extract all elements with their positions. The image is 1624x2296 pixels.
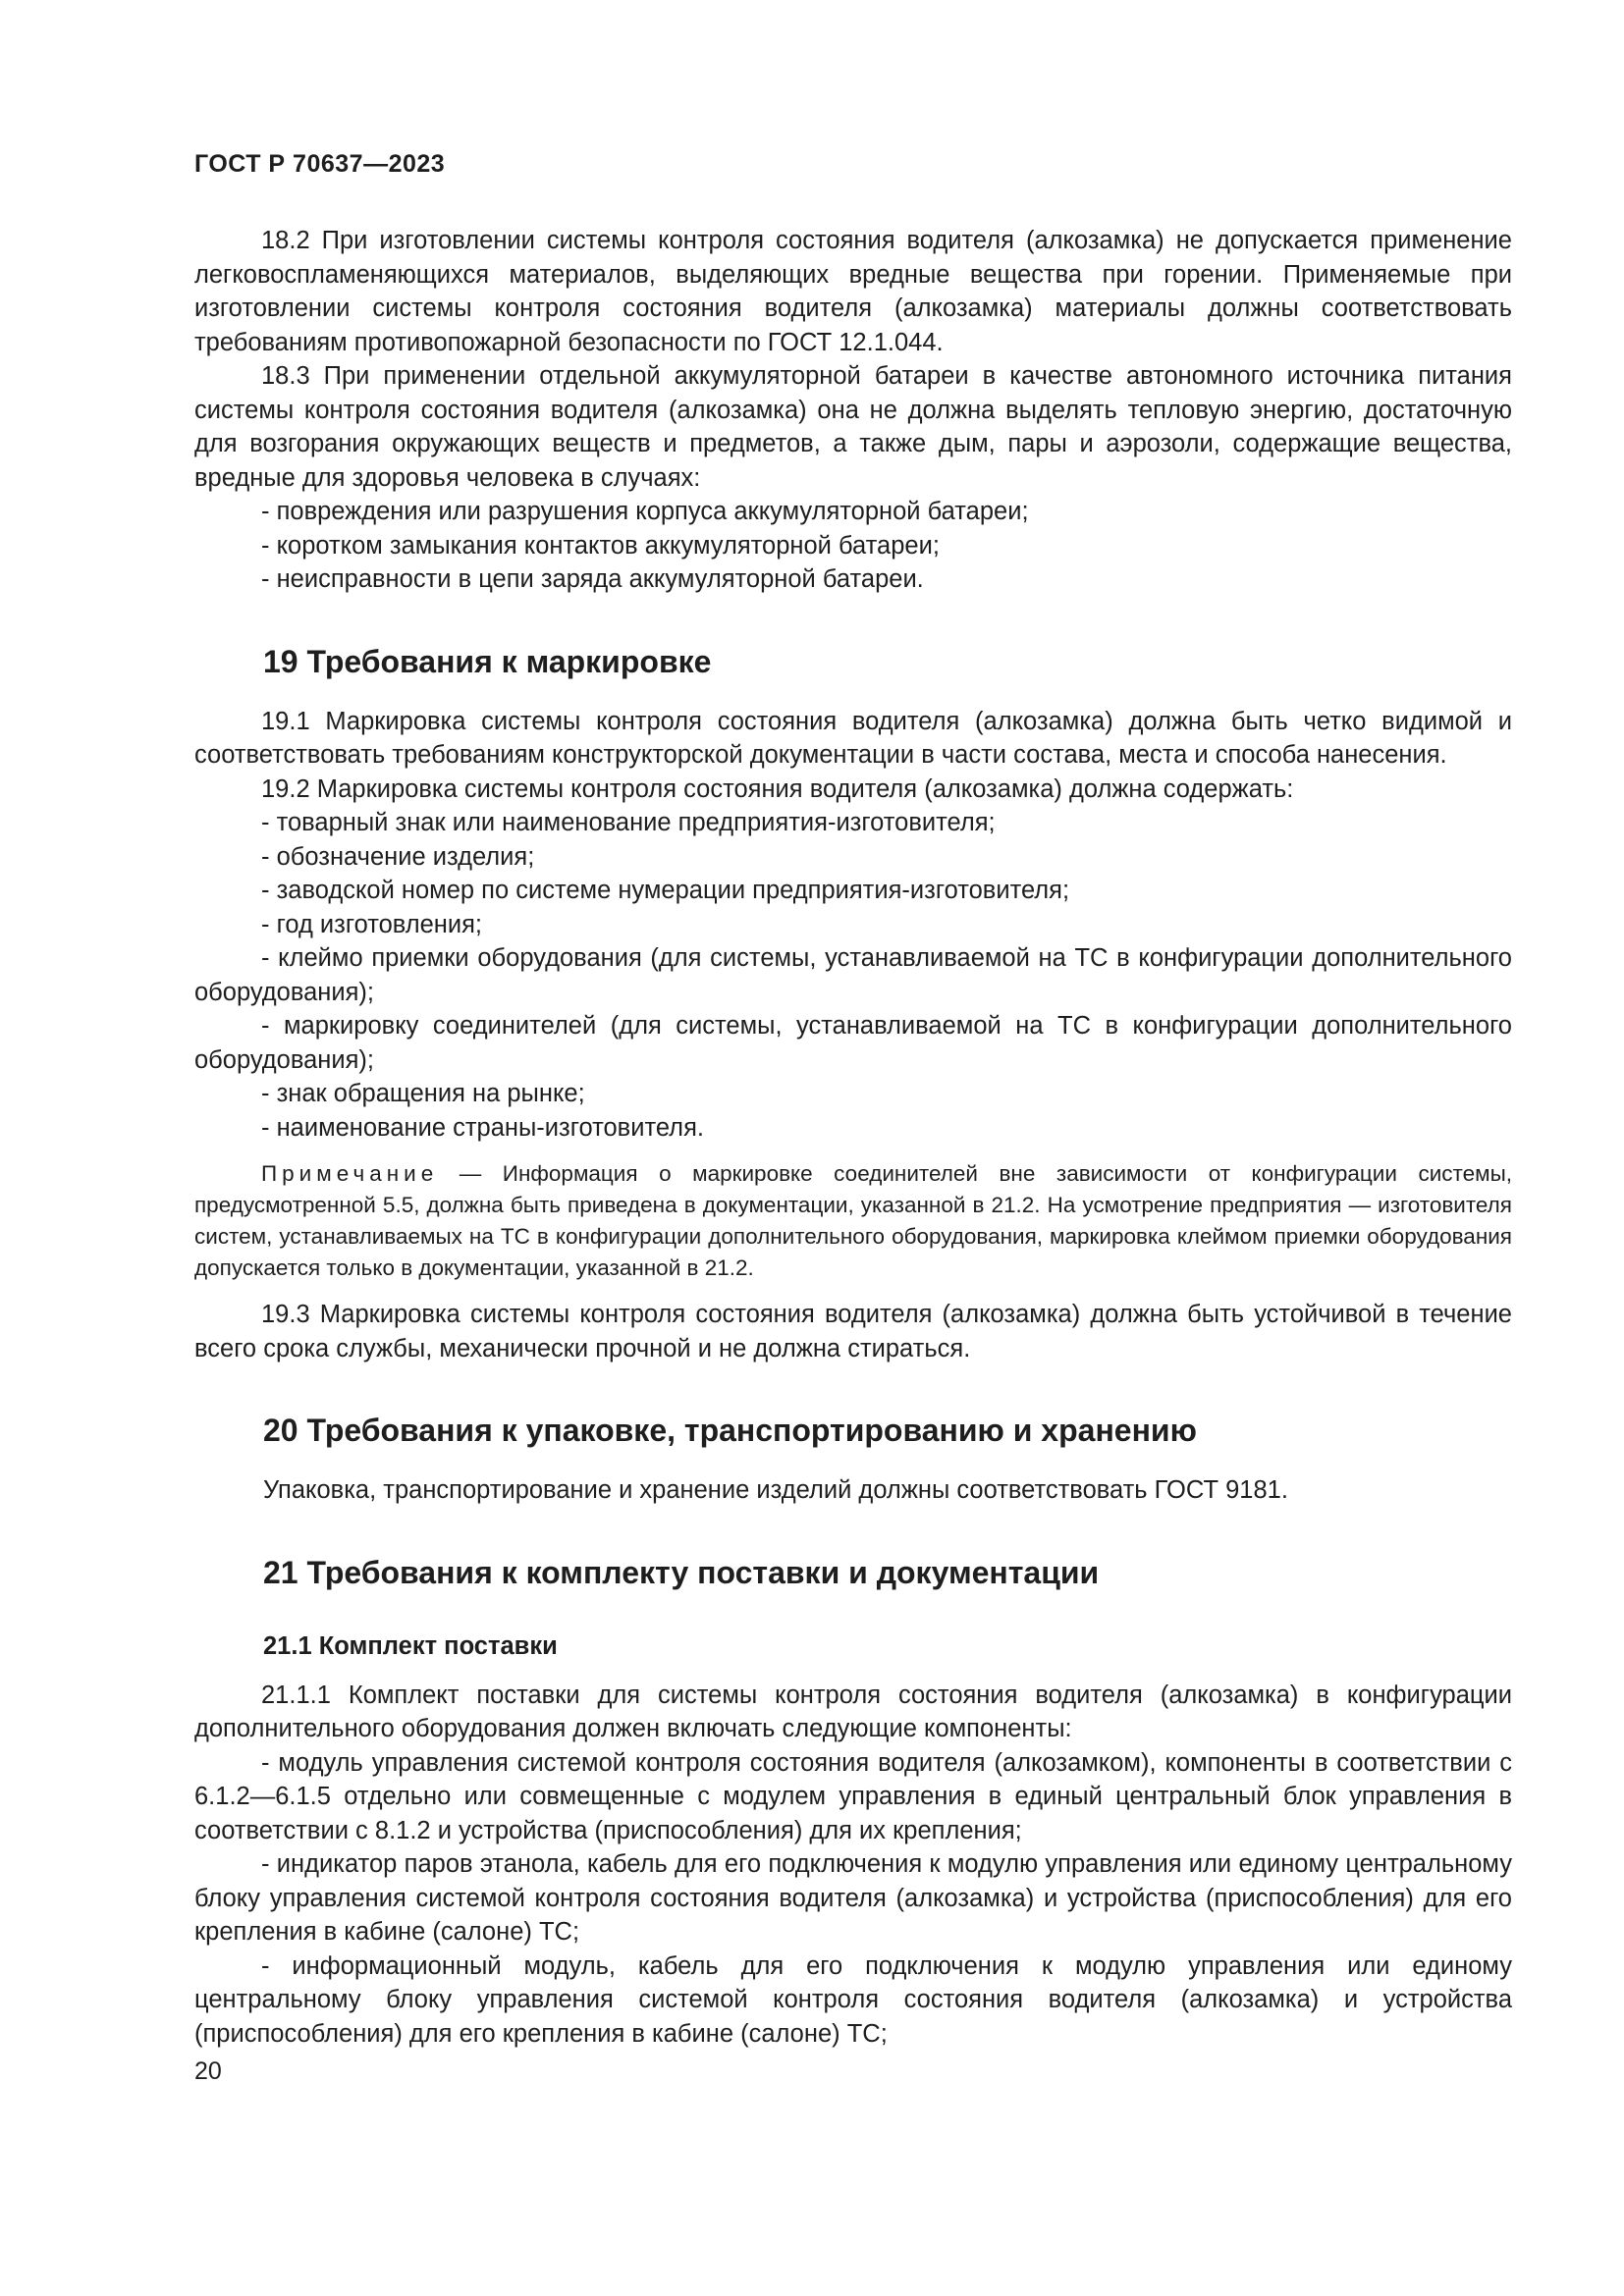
- list-item: - наименование страны-изготовителя.: [261, 1113, 704, 1142]
- section-heading-21: 21 Требования к комплекту поставки и документации: [263, 1554, 1100, 1590]
- list-item: - клеймо приемки оборудования (для системы, устанавливаемой на ТС в конфигурации дополнительного оборудования);: [194, 944, 1512, 1006]
- list-item: - заводской номер по системе нумерации предприятия-изготовителя;: [261, 877, 1070, 904]
- paragraph-19-2: 19.2 Маркировка системы контроля состояния водителя (алкозамка) должна содержать:: [261, 774, 1294, 803]
- list-item: - информационный модуль, кабель для его подключения к модулю управления или единому центральному блоку управления системой контроля состояния водителя (алкозамка) и устройства (приспособления) для его крепления в кабине (салоне) ТС;: [194, 1951, 1512, 2048]
- paragraph-20: Упаковка, транспортирование и хранение изделий должны соответствовать ГОСТ 9181.: [263, 1476, 1288, 1504]
- list-item: - год изготовления;: [261, 910, 483, 938]
- list-item: - коротком замыкания контактов аккумуляторной батареи;: [261, 531, 940, 560]
- section-heading-20: 20 Требования к упаковке, транспортированию и хранению: [263, 1413, 1197, 1448]
- section-heading-19: 19 Требования к маркировке: [263, 643, 712, 679]
- list-item: - неисправности в цепи заряда аккумуляторной батареи.: [261, 565, 924, 593]
- note: [194, 1158, 1512, 1284]
- paragraph-19-3: 19.3 Маркировка системы контроля состояния водителя (алкозамка) должна быть устойчивой в течение всего срока службы, механически прочной и не должна стираться.: [194, 1301, 1512, 1362]
- list-item: - модуль управления системой контроля состояния водителя (алкозамком), компоненты в соответствии с 6.1.2—6.1.5 отдельно или совмещенные с модулем управления в единый центральный блок управления в соответствии с 8.1.2 и устройства (приспособления) для их крепления;: [194, 1748, 1512, 1844]
- page-number: 20: [194, 2057, 222, 2085]
- subsection-heading-21-1: 21.1 Комплект поставки: [263, 1631, 558, 1660]
- paragraph-21-1-1: 21.1.1 Комплект поставки для системы контроля состояния водителя (алкозамка) в конфигурации дополнительного оборудования должен включать следующие компоненты:: [194, 1681, 1512, 1742]
- document-header: ГОСТ Р 70637—2023: [194, 150, 446, 178]
- list-item: - маркировку соединителей (для системы, устанавливаемой на ТС в конфигурации дополнительного оборудования);: [194, 1012, 1512, 1074]
- note-text: — Информация о маркировке соединителей вне зависимости от конфигурации системы, предусмотренной 5.5, должна быть приведена в документации, указанной в 21.2. На усмотрение предприятия — изготовителя систем, устанавливаемых на ТС в конфигурации дополнительного оборудования, маркировка клеймом приемки оборудования допускается только в документации, указанной в 21.2.: [194, 1161, 1512, 1280]
- paragraph-18-3: 18.3 При применении отдельной аккумуляторной батареи в качестве автономного источника питания системы контроля состояния водителя (алкозамка) она не должна выделять тепловую энергию, достаточную для возгорания окружающих веществ и предметов, а также дым, пары и аэрозоли, содержащие вещества, вредные для здоровья человека в случаях:: [194, 362, 1512, 492]
- document-body: [194, 224, 1512, 2051]
- list-item: - знак обращения на рынке;: [261, 1080, 585, 1107]
- list-item: - товарный знак или наименование предприятия-изготовителя;: [261, 809, 996, 836]
- note-label: Примечание: [261, 1161, 439, 1186]
- paragraph-19-1: 19.1 Маркировка системы контроля состояния водителя (алкозамка) должна быть четко видимой и соответствовать требованиям конструкторской документации в части состава, места и способа нанесения.: [194, 707, 1512, 769]
- list-item: - обозначение изделия;: [261, 842, 535, 871]
- list-item: - повреждения или разрушения корпуса аккумуляторной батареи;: [261, 498, 1029, 525]
- list-item: - индикатор паров этанола, кабель для его подключения к модулю управления или единому центральному блоку управления системой контроля состояния водителя (алкозамка) и устройства (приспособления) для его крепления в кабине (салоне) ТС;: [194, 1850, 1512, 1946]
- paragraph-18-2: 18.2 При изготовлении системы контроля состояния водителя (алкозамка) не допускается применение легковоспламеняющихся материалов, выделяющих вредные вещества при горении. Применяемые при изготовлении системы контроля состояния водителя (алкозамка) материалы должны соответствовать требованиям противопожарной безопасности по ГОСТ 12.1.044.: [194, 227, 1512, 356]
